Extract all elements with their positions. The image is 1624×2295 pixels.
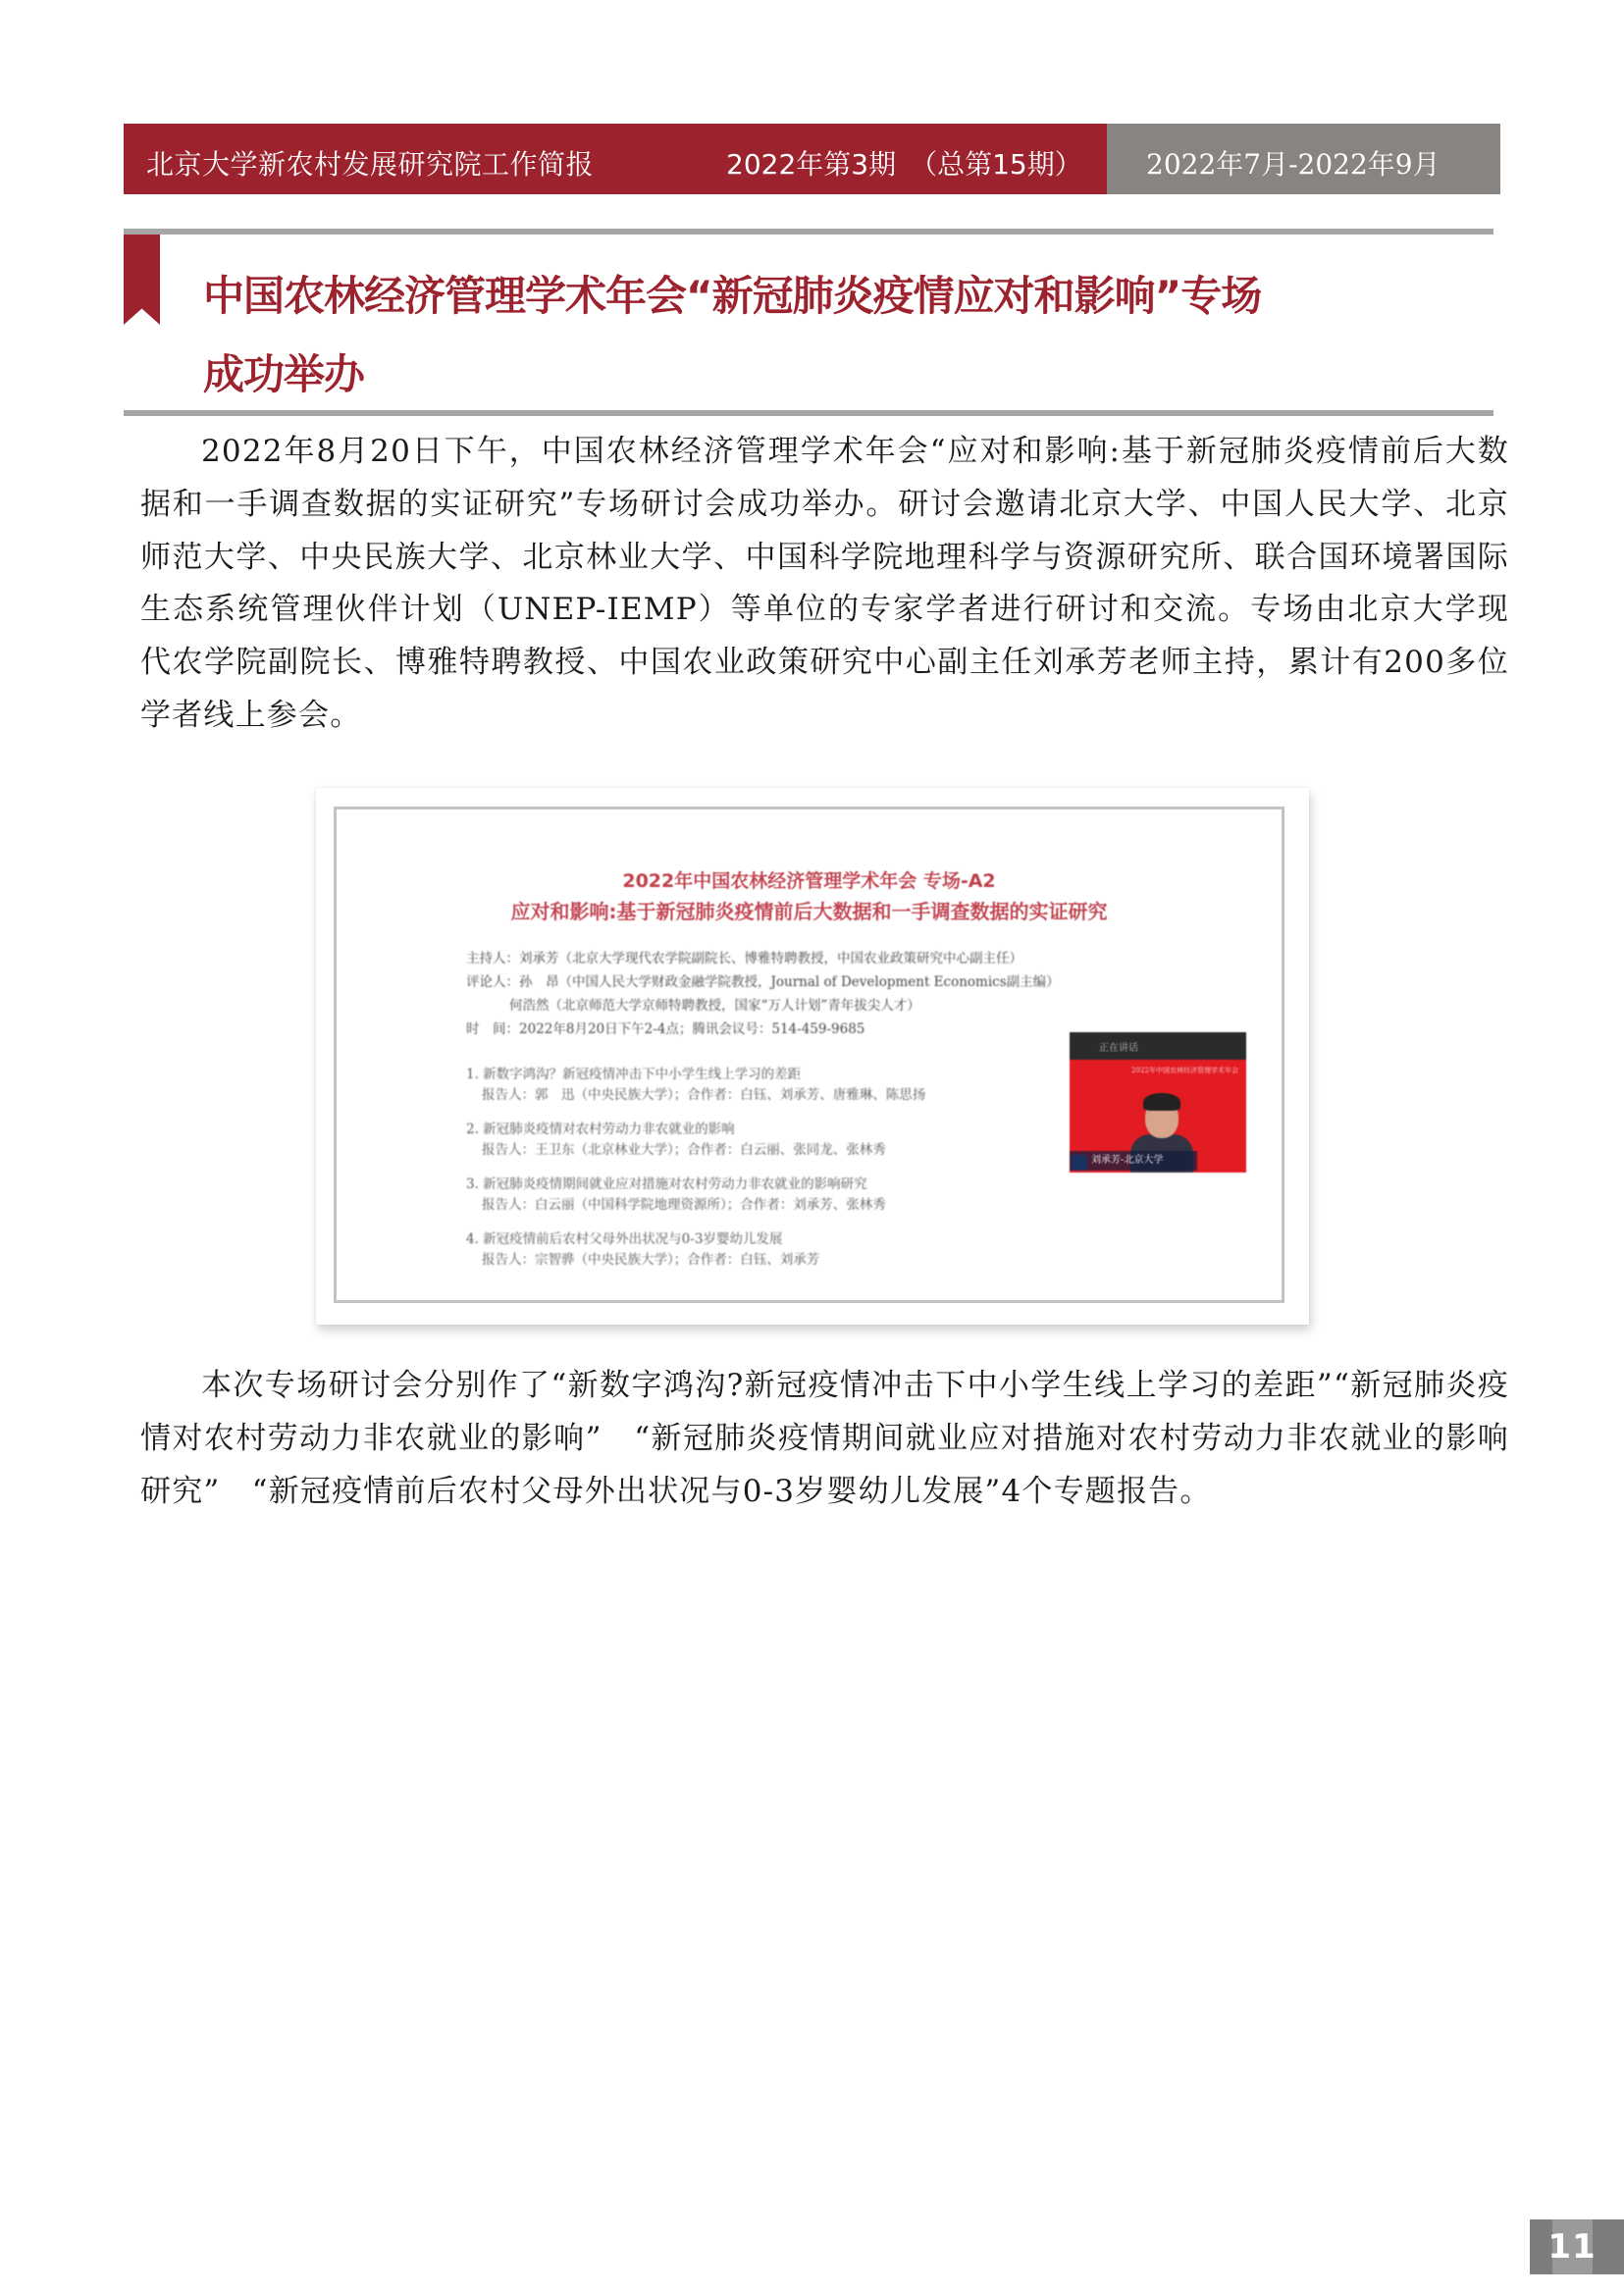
issue-number: 2022年第3期 （总第15期） [726, 148, 1082, 181]
page-number-box [1530, 2219, 1624, 2274]
conference-program-figure [316, 788, 1309, 1325]
issue-period: 2022年7月-2022年9月 [1146, 148, 1441, 181]
report-item [466, 1065, 925, 1106]
report-reporter: 报告人：白云丽（中国科学院地理资源所）；合作者：刘承芳、张林秀 [482, 1197, 886, 1213]
video-top-bar [1070, 1032, 1246, 1060]
figure-time: 时 间：2022年8月20日下午2-4点；腾讯会议号：514-459-9685 [466, 1021, 865, 1037]
title-rule-bottom [124, 410, 1493, 416]
report-reporter: 报告人：郭 迅（中央民族大学）；合作者：白钰、刘承芳、唐雅琳、陈思扬 [482, 1087, 926, 1103]
header-bar [124, 124, 1500, 194]
report-reporter: 报告人：王卫东（北京林业大学）；合作者：白云丽、张同龙、张林秀 [482, 1142, 886, 1158]
report-item [466, 1229, 925, 1271]
speaker-name-tag: 刘承芳-北京大学 [1070, 1151, 1197, 1171]
figure-meta [466, 947, 1060, 1041]
figure-title-2: 应对和影响:基于新冠肺炎疫情前后大数据和一手调查数据的实证研究 [510, 900, 1108, 923]
publication-title: 北京大学新农村发展研究院工作简报 [146, 148, 595, 181]
video-top-label: 正在讲话 [1099, 1043, 1138, 1054]
title-rule-top [124, 229, 1493, 235]
figure-frame [334, 807, 1284, 1303]
article-title-line2: 成功举办 [203, 350, 365, 398]
bookmark-ribbon-icon [124, 235, 160, 325]
page-number: 11 [1547, 2227, 1597, 2267]
report-reporter: 报告人：宗智骅（中央民族大学）；合作者：白钰、刘承芳 [482, 1252, 820, 1268]
figure-title-1: 2022年中国农林经济管理学术年会 专场-A2 [622, 870, 996, 892]
figure-report-list [466, 1065, 925, 1284]
figure-discussant-2: 何浩然（北京师范大学京师特聘教授，国家“万人计划”青年拔尖人才） [509, 998, 920, 1014]
figure-discussant-1: 评论人：孙 昂（中国人民大学财政金融学院教授，Journal of Development Economics副主编） [466, 974, 1060, 990]
report-title: 3. 新冠肺炎疫情期间就业应对措施对农村劳动力非农就业的影响研究 [466, 1176, 867, 1192]
body-paragraph-1: 2022年8月20日下午，中国农林经济管理学术年会“应对和影响:基于新冠肺炎疫情前后大数据和一手调查数据的实证研究”专场研讨会成功举办。研讨会邀请北京大学、中国人民大学、北京师范大学、中央民族大学、北京林业大学、中国科学院地理科学与资源研究所、联合国环境署国际生态系统管理伙伴计划（UNEP-IEMP）等单位的专家学者进行研讨和交流。专场由北京大学现代农学院副院长、博雅特聘教授、中国农业政策研究中心副主任刘承芳老师主持，累计有200多位学者线上参会。 [140, 434, 1509, 733]
figure-host: 主持人：刘承芳（北京大学现代农学院副院长、博雅特聘教授，中国农业政策研究中心副主任） [466, 951, 1022, 966]
report-title: 4. 新冠疫情前后农村父母外出状况与0-3岁婴幼儿发展 [466, 1231, 783, 1247]
video-banner-text: 2022年中国农林经济管理学术年会 [1131, 1067, 1238, 1074]
body-paragraph-2: 本次专场研讨会分别作了“新数字鸿沟?新冠疫情冲击下中小学生线上学习的差距”“新冠肺炎疫情对农村劳动力非农就业的影响” “新冠肺炎疫情期间就业应对措施对农村劳动力非农就业的影响研究” “新冠疫情前后农村父母外出状况与0-3岁婴幼儿发展”4个专题报告。 [140, 1368, 1509, 1509]
report-item [466, 1120, 925, 1161]
report-item [466, 1174, 925, 1216]
report-title: 2. 新冠肺炎疫情对农村劳动力非农就业的影响 [466, 1121, 735, 1137]
speaker-hair [1143, 1093, 1180, 1111]
header-gray-section [1107, 124, 1500, 194]
article-title [203, 257, 1479, 414]
video-call-inset [1070, 1032, 1246, 1173]
header-red-section [124, 124, 1107, 194]
report-title: 1. 新数字鸿沟？新冠疫情冲击下中小学生线上学习的差距 [466, 1067, 802, 1082]
article-title-line1: 中国农林经济管理学术年会“新冠肺炎疫情应对和影响”专场 [203, 272, 1262, 320]
